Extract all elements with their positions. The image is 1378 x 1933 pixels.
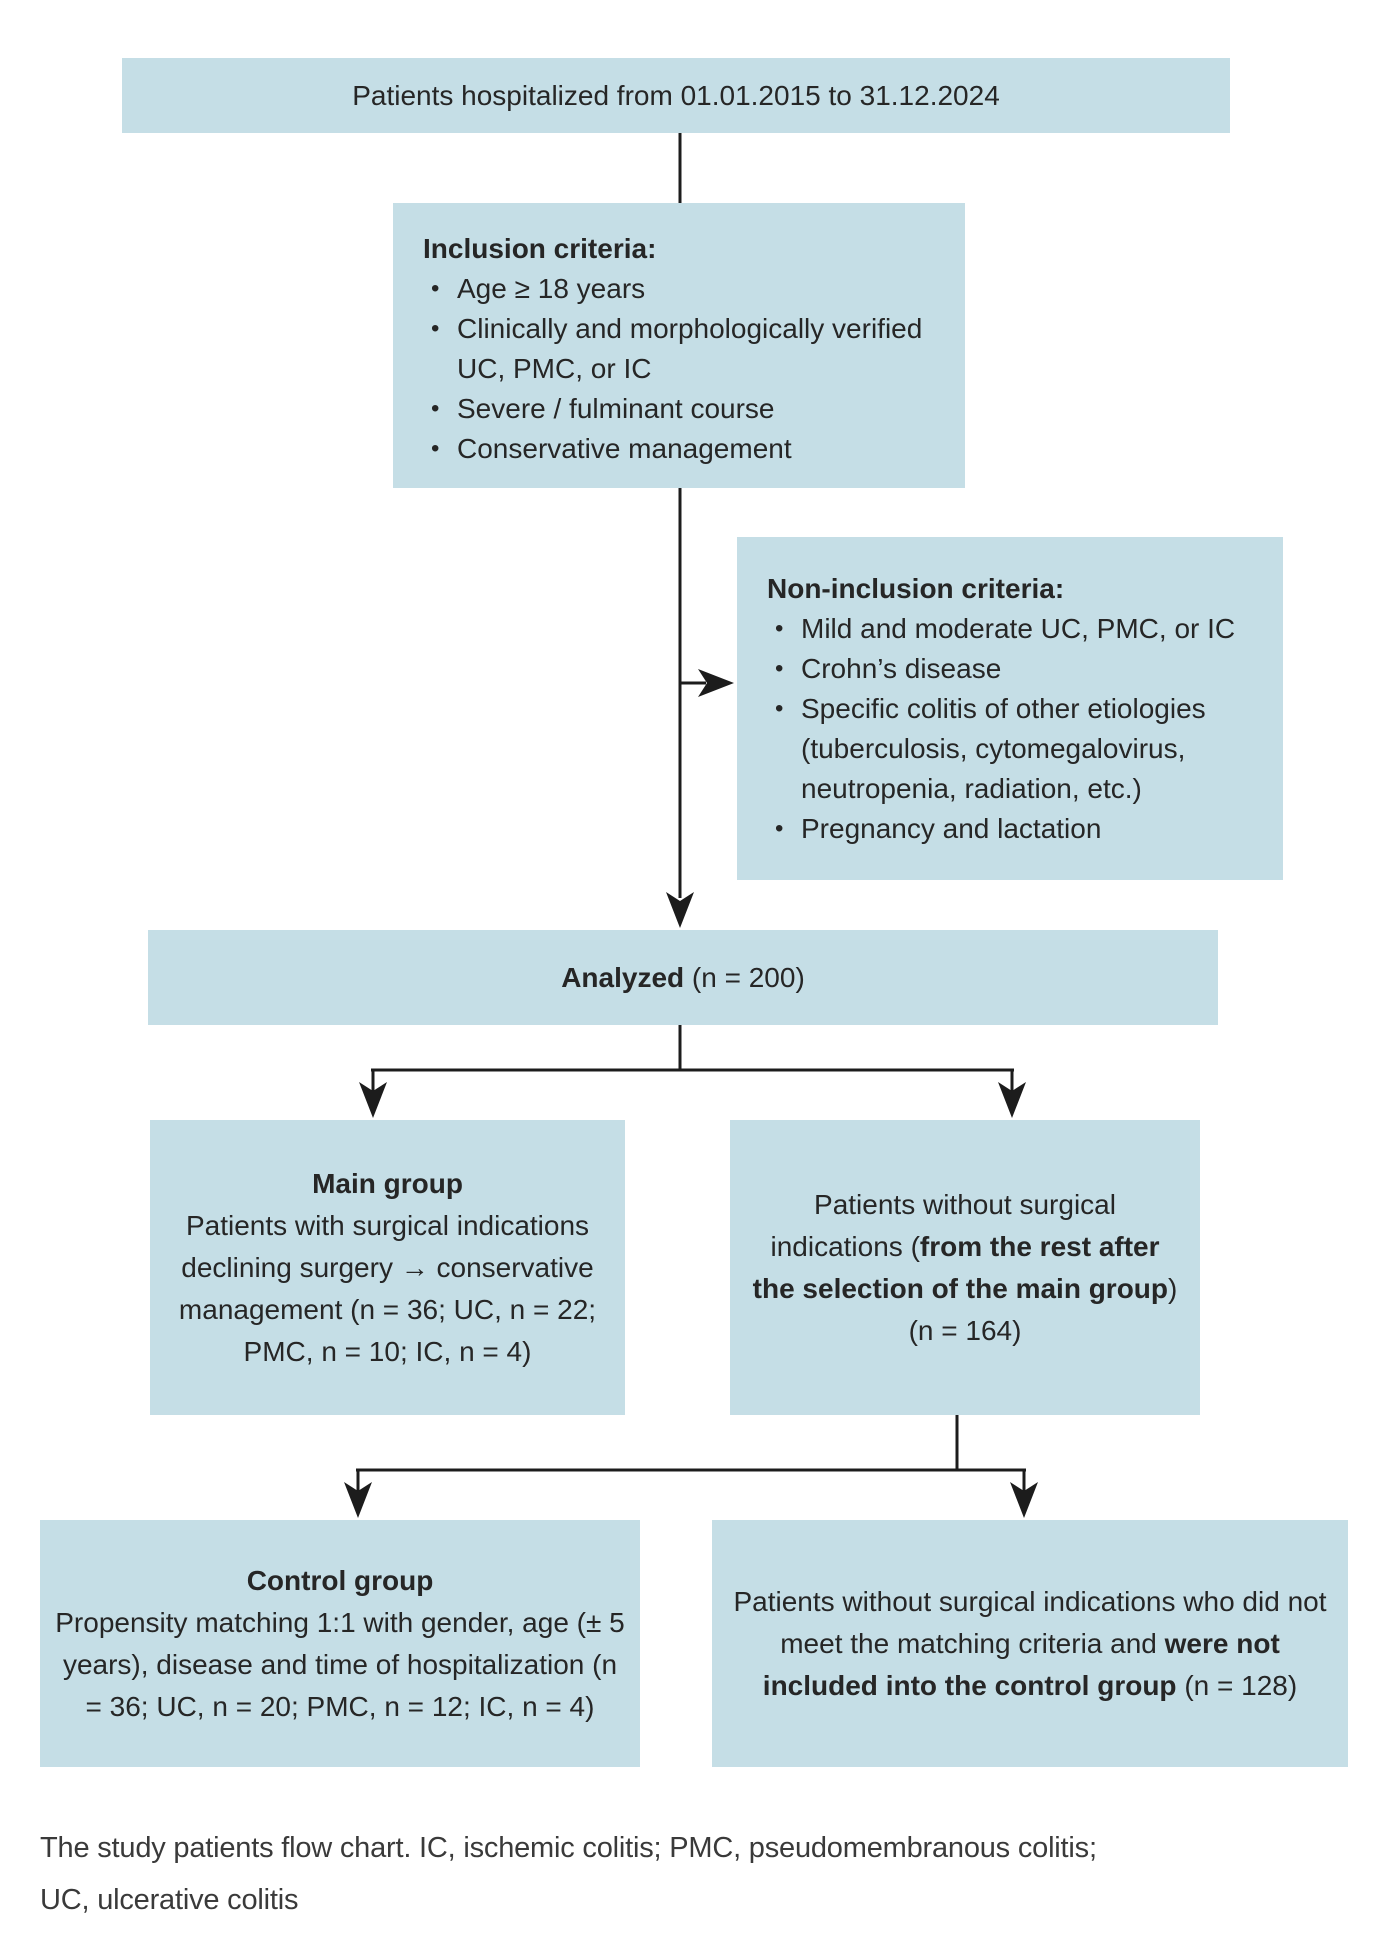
box-patients-hospitalized	[122, 58, 1230, 133]
box-non-inclusion-criteria	[737, 537, 1283, 880]
without-indications-bold: from the rest after the selection of the main group	[752, 1230, 1169, 1304]
control-group-title: Control group	[246, 1564, 434, 1596]
arrowhead-to-not-included	[1010, 1482, 1038, 1518]
list-item: • Age ≥ 18 years	[423, 269, 939, 309]
arrowhead-to-without-indications	[998, 1082, 1026, 1118]
list-item: • Pregnancy and lactation	[767, 809, 1257, 849]
list-item: • Conservative management	[423, 429, 939, 469]
figure-caption	[40, 1822, 1097, 1926]
box-analyzed	[148, 930, 1218, 1025]
non-inclusion-criteria-list	[767, 609, 1257, 849]
box-main-group	[150, 1120, 625, 1415]
non-inclusion-criteria-title: Non-inclusion criteria:	[767, 573, 1065, 604]
list-item: • Severe / fulminant course	[423, 389, 939, 429]
box-not-included	[712, 1520, 1348, 1767]
analyzed-text	[561, 957, 805, 999]
list-item: • Specific colitis of other etiologies (tuberculosis, cytomegalovirus, neutropenia, radiation, etc.)	[767, 689, 1257, 809]
without-indications-post: ) (n = 164)	[908, 1272, 1178, 1346]
analyzed-label: Analyzed	[561, 961, 685, 993]
without-indications-pre: Patients without surgical indications (	[770, 1188, 1116, 1262]
arrowhead-to-analyzed	[666, 892, 694, 928]
analyzed-count: (n = 200)	[684, 961, 805, 993]
not-included-post: (n = 128)	[1176, 1669, 1298, 1701]
arrowhead-to-non-inclusion	[698, 669, 734, 697]
box-inclusion-criteria	[393, 203, 965, 488]
list-item: • Crohn’s disease	[767, 649, 1257, 689]
box-control-group	[40, 1520, 640, 1767]
inclusion-criteria-list	[423, 269, 939, 469]
not-included-bold: were not included into the control group	[762, 1627, 1280, 1701]
main-group-title: Main group	[312, 1167, 463, 1199]
box-without-surgical-indications	[730, 1120, 1200, 1415]
control-group-body: Propensity matching 1:1 with gender, age (± 5 years), disease and time of hospitalization (n = 36; UC, n = 20; PMC, n = 12; IC, n = 4)	[55, 1606, 625, 1722]
control-group-text	[54, 1560, 626, 1728]
main-group-body: Patients with surgical indications declining surgery → conservative management (n = 36; UC, n = 22; PMC, n = 10; IC, n = 4)	[178, 1209, 597, 1367]
without-indications-text	[748, 1184, 1182, 1352]
list-item: • Mild and moderate UC, PMC, or IC	[767, 609, 1257, 649]
arrowhead-to-main-group	[359, 1082, 387, 1118]
inclusion-criteria-title: Inclusion criteria:	[423, 233, 657, 264]
main-group-text	[166, 1163, 609, 1373]
not-included-text	[732, 1581, 1328, 1707]
caption-line-2: UC, ulcerative colitis	[40, 1884, 299, 1916]
not-included-pre: Patients without surgical indications who did not meet the matching criteria and	[733, 1585, 1327, 1659]
patients-hospitalized-text: Patients hospitalized from 01.01.2015 to 31.12.2024	[352, 79, 1000, 111]
arrowhead-to-control-group	[344, 1482, 372, 1518]
list-item: • Clinically and morphologically verified UC, PMC, or IC	[423, 309, 939, 389]
caption-line-1: The study patients flow chart. IC, ischemic colitis; PMC, pseudomembranous colitis;	[40, 1832, 1097, 1864]
